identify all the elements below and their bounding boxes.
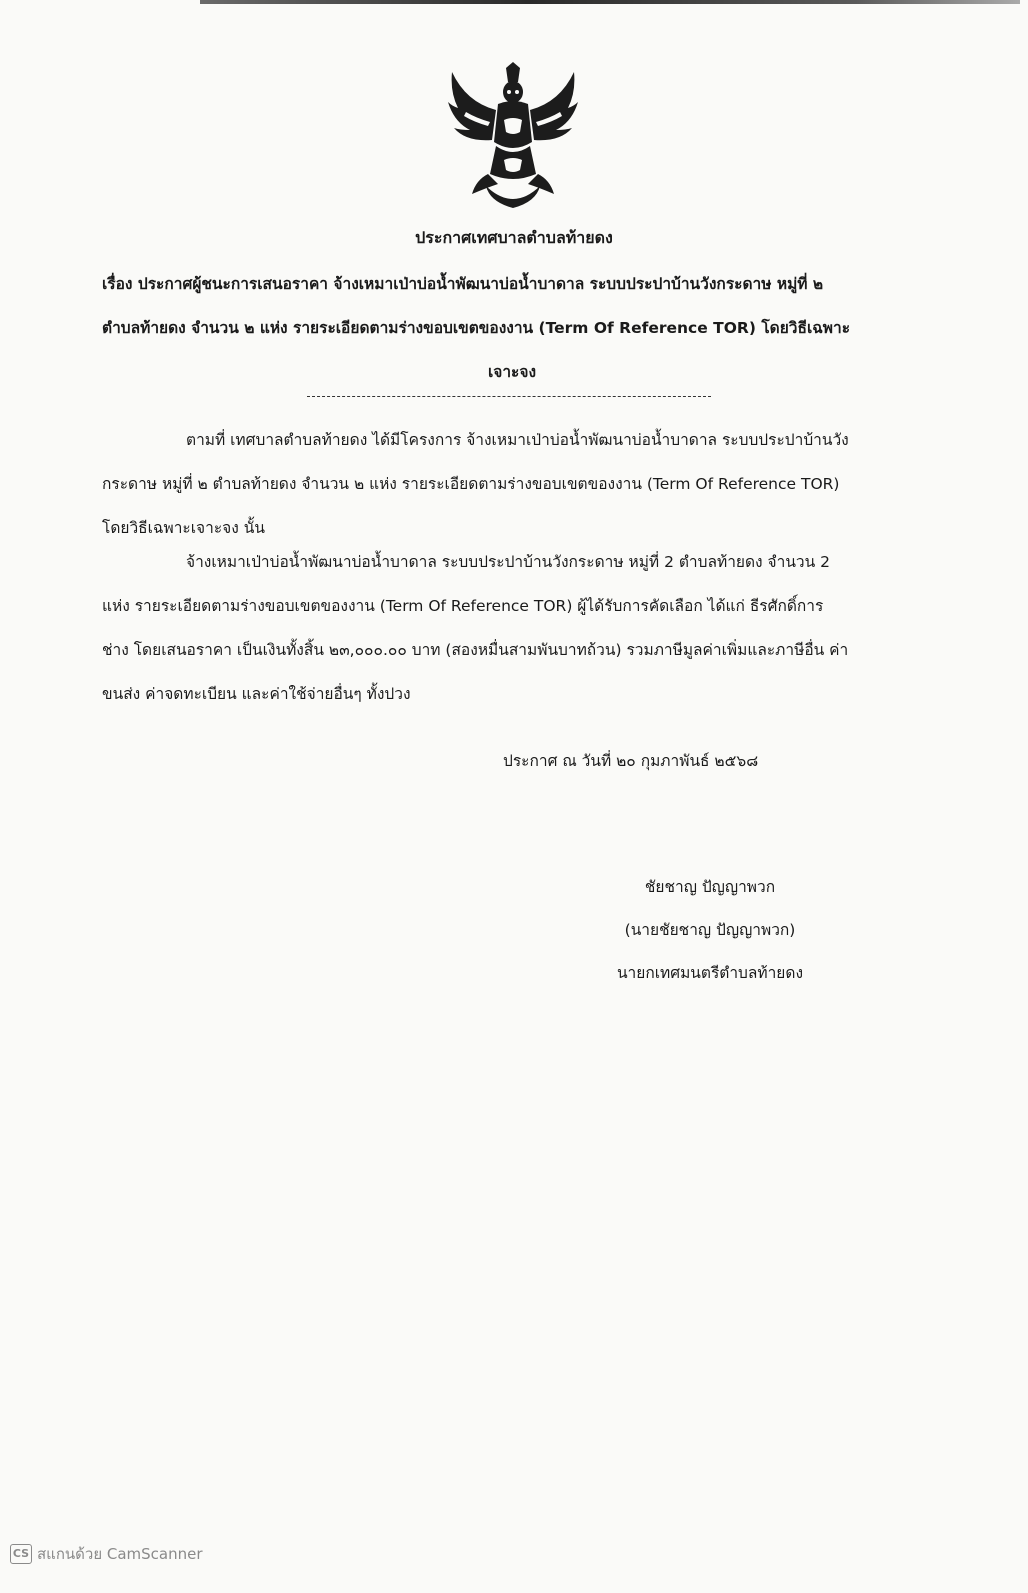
paragraph-2-line-4: ขนส่ง ค่าจดทะเบียน และค่าใช้จ่ายอื่นๆ ทั้งปวง: [102, 685, 411, 703]
signed-name: ชัยชาญ ปัญญาพวก: [644, 878, 776, 896]
document-title: ประกาศเทศบาลตำบลท้ายดง: [415, 228, 613, 247]
subject-line-1: เรื่อง ประกาศผู้ชนะการเสนอราคา จ้างเหมาเป่าบ่อน้ำพัฒนาบ่อน้ำบาดาล ระบบประปาบ้านวังกระดาษ หมู่ที่ ๒: [102, 275, 824, 293]
paragraph-2-line-3: ช่าง โดยเสนอราคา เป็นเงินทั้งสิ้น ๒๓,๐๐๐.๐๐ บาท (สองหมื่นสามพันบาทถ้วน) รวมภาษีมูลค่าเพิ่มและภาษีอื่น ค่า: [102, 641, 849, 659]
announcement-date: ประกาศ ณ วันที่ ๒๐ กุมภาพันธ์ ๒๕๖๘: [503, 752, 759, 770]
watermark-text: สแกนด้วย CamScanner: [37, 1545, 203, 1563]
paragraph-1-line-3: โดยวิธีเฉพาะเจาะจง นั้น: [102, 519, 265, 537]
scan-edge: [200, 0, 1020, 4]
paragraph-2-line-2: แห่ง รายระเอียดตามร่างขอบเขตของงาน (Term Of Reference TOR) ผู้ได้รับการคัดเลือก ได้แก่ ธีรศักดิ์การ: [102, 597, 824, 615]
subject-line-3: เจาะจง: [487, 363, 537, 381]
camscanner-watermark: [10, 1542, 203, 1566]
paragraph-2-line-1: จ้างเหมาเป่าบ่อน้ำพัฒนาบ่อน้ำบาดาล ระบบประปาบ้านวังกระดาษ หมู่ที่ 2 ตำบลท้ายดง จำนวน 2: [186, 553, 831, 571]
signature-block: [580, 866, 840, 995]
paragraph-1-line-1: ตามที่ เทศบาลตำบลท้ายดง ได้มีโครงการ จ้างเหมาเป่าบ่อน้ำพัฒนาบ่อน้ำบาดาล ระบบประปาบ้านวัง: [186, 431, 849, 449]
signer-position: นายกเทศมนตรีตำบลท้ายดง: [616, 964, 804, 982]
camscanner-logo-icon: CS: [10, 1544, 32, 1564]
paragraph-1: [102, 418, 922, 550]
subject-line-2: ตำบลท้ายดง จำนวน ๒ แห่ง รายระเอียดตามร่างขอบเขตของงาน (Term Of Reference TOR) โดยวิธีเฉพาะ: [102, 319, 851, 337]
dashed-separator: [307, 396, 711, 397]
garuda-emblem-icon: [446, 62, 580, 212]
printed-name: (นายชัยชาญ ปัญญาพวก): [624, 921, 796, 939]
paragraph-2: [102, 540, 922, 716]
paragraph-1-line-2: กระดาษ หมู่ที่ ๒ ตำบลท้ายดง จำนวน ๒ แห่ง รายระเอียดตามร่างขอบเขตของงาน (Term Of Reference TOR): [102, 475, 840, 493]
document-subject: [102, 262, 922, 394]
